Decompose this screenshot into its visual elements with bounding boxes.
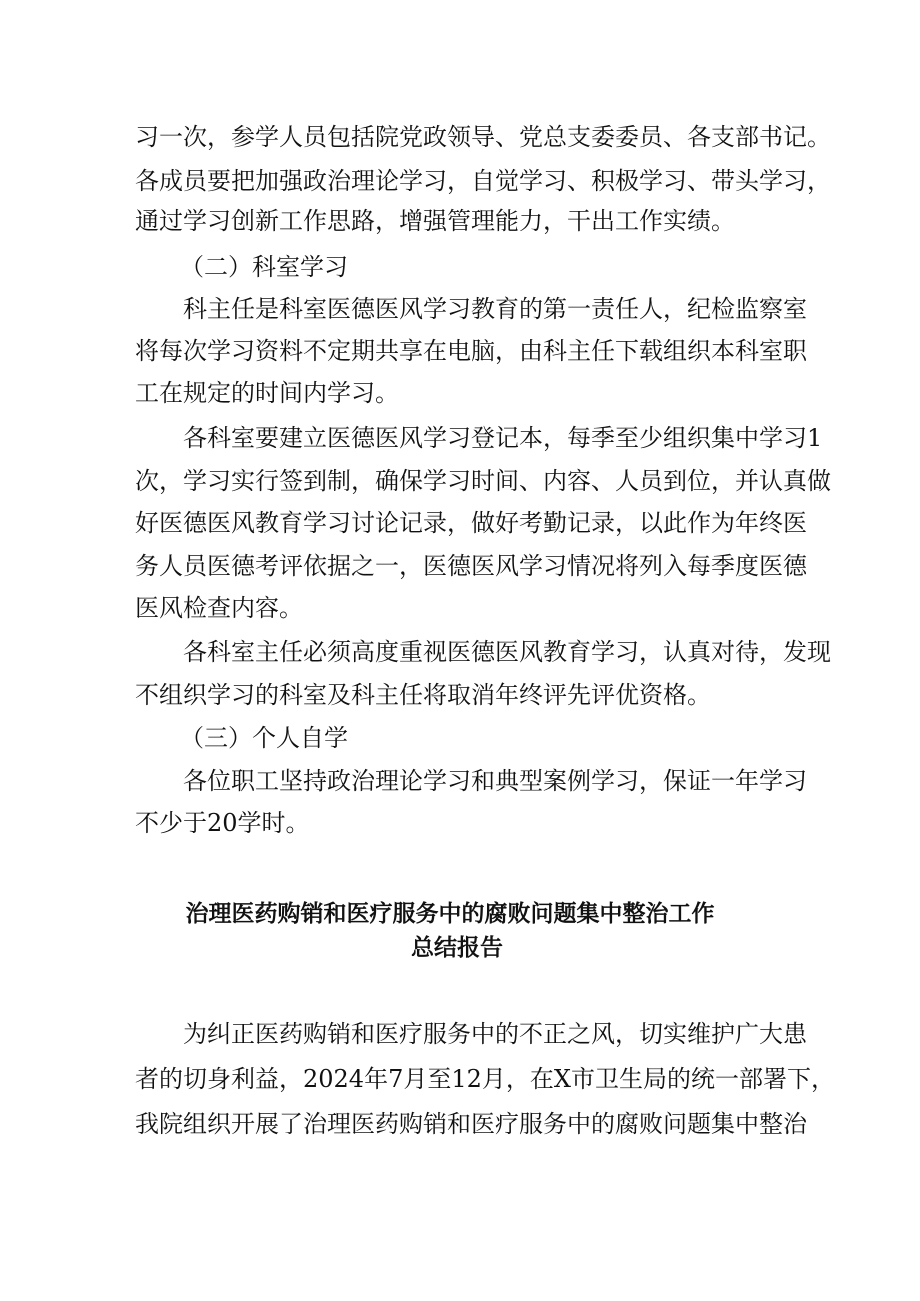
section-heading: （二）科室学习 (180, 253, 348, 281)
section-heading: （三）个人自学 (180, 724, 348, 752)
text-line: 医风检查内容。 (135, 594, 303, 622)
text-line: 好医德医风教育学习讨论记录，做好考勤记录，以此作为年终医 (135, 509, 807, 537)
text-line: 各位职工坚持政治理论学习和典型案例学习，保证一年学习 (183, 767, 807, 795)
text-line: 不少于20学时。 (135, 809, 310, 837)
text-line: 习一次，参学人员包括院党政领导、党总支委委员、各支部书记。 (135, 123, 831, 151)
text-line: 工在规定的时间内学习。 (135, 379, 399, 407)
text-line: 各成员要把加强政治理论学习，自觉学习、积极学习、带头学习， (135, 167, 831, 195)
report-title-line2: 总结报告 (411, 935, 503, 961)
text-line: 务人员医德考评依据之一，医德医风学习情况将列入每季度医德 (135, 552, 807, 580)
text-line: 次，学习实行签到制，确保学习时间、内容、人员到位，并认真做 (135, 467, 831, 495)
text-line: 通过学习创新工作思路，增强管理能力，干出工作实绩。 (135, 207, 735, 235)
text-line: 为纠正医药购销和医疗服务中的不正之风，切实维护广大患 (183, 1020, 807, 1048)
text-line: 不组织学习的科室及科主任将取消年终评先评优资格。 (135, 681, 711, 709)
text-line: 将每次学习资料不定期共享在电脑，由科主任下载组织本科室职 (135, 337, 807, 365)
text-line: 科主任是科室医德医风学习教育的第一责任人，纪检监察室 (183, 295, 807, 323)
text-line: 各科室要建立医德医风学习登记本，每季至少组织集中学习1 (183, 424, 823, 452)
text-line: 我院组织开展了治理医药购销和医疗服务中的腐败问题集中整治 (135, 1110, 807, 1138)
text-line: 者的切身利益，2024年7月至12月，在X市卫生局的统一部署下， (135, 1065, 835, 1093)
text-line: 各科室主任必须高度重视医德医风教育学习，认真对待，发现 (183, 638, 831, 666)
report-title: 治理医药购销和医疗服务中的腐败问题集中整治工作 (185, 901, 715, 927)
